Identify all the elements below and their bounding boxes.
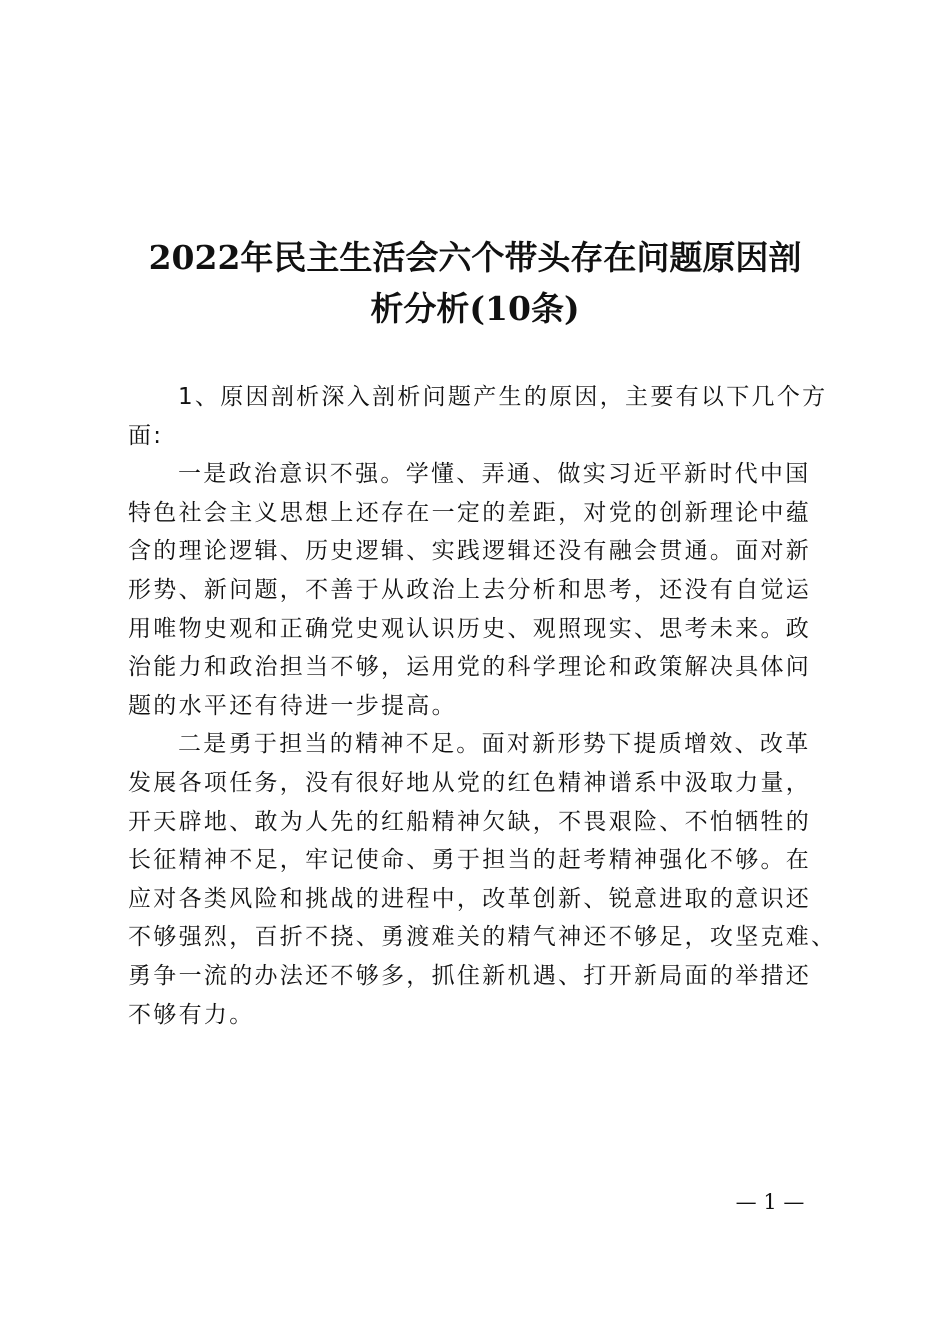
paragraph-3-line: 开天辟地、敢为人先的红船精神欠缺，不畏艰险、不怕牺牲的: [128, 808, 812, 835]
paragraph-1-line: 面:: [128, 422, 164, 449]
paragraph-3-line: 长征精神不足，牢记使命、勇于担当的赶考精神强化不够。在: [128, 847, 812, 874]
document-body: [128, 378, 837, 1034]
paragraph-2-line: 用唯物史观和正确党史观认识历史、观照现实、思考未来。政: [128, 615, 812, 642]
paragraph-2-line: 特色社会主义思想上还存在一定的差距，对党的创新理论中蕴: [128, 499, 812, 526]
paragraph-3-line: 二是勇于担当的精神不足。面对新形势下提质增效、改革: [178, 731, 811, 758]
paragraph-2-line: 一是政治意识不强。学懂、弄通、做实习近平新时代中国: [178, 461, 811, 488]
document-title: [120, 232, 830, 334]
title-line: 2022年民主生活会六个带头存在问题原因剖: [148, 238, 802, 277]
paragraph-3-line: 发展各项任务，没有很好地从党的红色精神谱系中汲取力量，: [128, 769, 812, 796]
paragraph-1-line: 1、原因剖析深入剖析问题产生的原因，主要有以下几个方: [178, 384, 828, 410]
paragraph-3-line: 应对各类风险和挑战的进程中，改革创新、锐意进取的意识还: [128, 885, 812, 912]
paragraph-3-line: 不够有力。: [128, 1001, 255, 1028]
paragraph-2-line: 题的水平还有待进一步提高。: [128, 692, 457, 719]
paragraph-3-line: 不够强烈，百折不挠、勇渡难关的精气神还不够足，攻坚克难、: [128, 924, 837, 951]
paragraph-2-line: 含的理论逻辑、历史逻辑、实践逻辑还没有融会贯通。面对新: [128, 538, 812, 565]
page-number: — 1 —: [735, 1190, 805, 1214]
paragraph-2-line: 形势、新问题，不善于从政治上去分析和思考，还没有自觉运: [128, 576, 812, 603]
paragraph-2-line: 治能力和政治担当不够，运用党的科学理论和政策解决具体问: [128, 654, 812, 681]
title-line: 析分析(10条): [370, 289, 580, 328]
paragraph-3-line: 勇争一流的办法还不够多，抓住新机遇、打开新局面的举措还: [128, 962, 812, 989]
